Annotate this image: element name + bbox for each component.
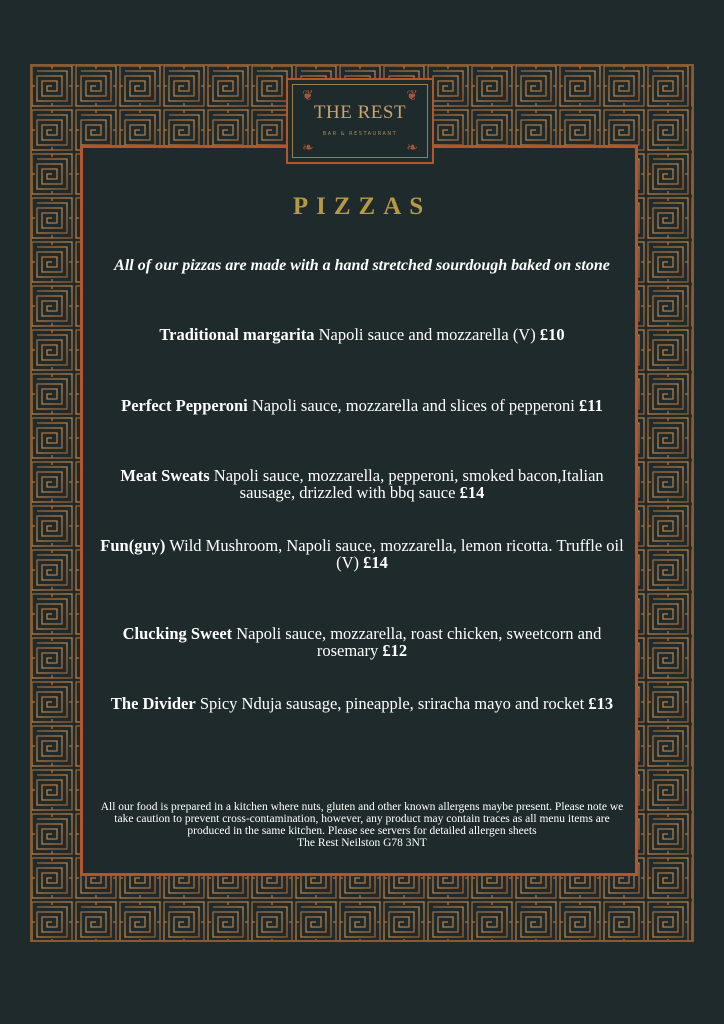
menu-item	[100, 326, 624, 343]
allergen-notice: All our food is prepared in a kitchen where nuts, gluten and other known allergens maybe present. Please note we take caution to prevent cross-contamination, however, any product may contain traces as all menu items are produced in the same kitchen. Please see servers for detailed allergen sheets	[100, 801, 624, 837]
pizza-intro: All of our pizzas are made with a hand stretched sourdough baked on stone	[114, 257, 610, 274]
menu-item	[100, 537, 624, 571]
restaurant-logo	[286, 78, 434, 164]
allergen-footer	[96, 801, 628, 849]
item-dietary-note: (V)	[336, 553, 360, 572]
logo-tagline: BAR & RESTAURANT	[322, 131, 398, 137]
item-price: £10	[539, 325, 565, 344]
menu-item	[100, 397, 624, 414]
item-price: £13	[588, 694, 614, 713]
menu-item	[100, 467, 624, 501]
item-description: Napoli sauce, mozzarella, pepperoni, smoked bacon,Italian sausage, drizzled with bbq sauce	[213, 466, 604, 502]
item-name: Fun(guy)	[100, 536, 166, 555]
section-title: PIZZAS	[292, 193, 432, 220]
logo-name: THE REST	[313, 102, 407, 123]
item-price: £11	[579, 396, 603, 415]
item-name: The Divider	[110, 694, 196, 713]
item-description: Napoli sauce and mozzarella (V)	[318, 325, 536, 344]
menu-item	[100, 695, 624, 712]
item-price: £14	[459, 483, 485, 502]
item-price: £14	[363, 553, 388, 572]
menu-content-panel	[80, 145, 638, 876]
menu-item	[100, 625, 624, 659]
flourish-icon: ❦	[406, 88, 418, 104]
item-description: Wild Mushroom, Napoli sauce, mozzarella, lemon ricotta. Truffle oil	[169, 536, 624, 555]
flourish-icon: ❧	[302, 140, 314, 156]
item-name: Meat Sweats	[120, 466, 210, 485]
item-description: Spicy Nduja sausage, pineapple, sriracha mayo and rocket	[199, 694, 585, 713]
restaurant-address: The Rest Neilston G78 3NT	[297, 837, 427, 849]
item-price: £12	[382, 641, 408, 660]
flourish-icon: ❦	[302, 88, 314, 104]
item-name: Perfect Pepperoni	[121, 396, 248, 415]
flourish-icon: ❧	[406, 140, 418, 156]
item-description: Napoli sauce, mozzarella, roast chicken, sweetcorn and rosemary	[236, 624, 602, 660]
item-description: Napoli sauce, mozzarella and slices of pepperoni	[251, 396, 575, 415]
item-name: Clucking Sweet	[122, 624, 233, 643]
item-name: Traditional margarita	[159, 325, 315, 344]
